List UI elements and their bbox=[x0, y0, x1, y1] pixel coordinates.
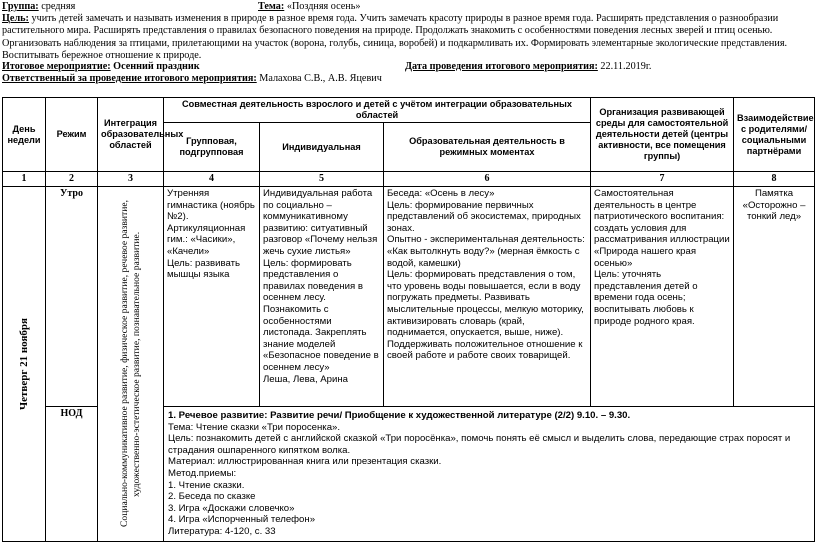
nod-material: Материал: иллюстрированная книга или презентация сказки. bbox=[168, 456, 442, 468]
plan-table bbox=[2, 97, 815, 542]
nod-content bbox=[164, 407, 815, 542]
theme-label: Тема: bbox=[258, 1, 285, 12]
nod-methods-label: Метод.приемы: bbox=[168, 467, 237, 479]
morning-parents: Памятка «Осторожно – тонкий лед» bbox=[734, 187, 815, 407]
responsible-line bbox=[2, 73, 382, 85]
day-cell bbox=[3, 187, 46, 542]
group-line bbox=[2, 1, 75, 13]
group-label: Группа: bbox=[2, 1, 39, 12]
col-parents-header: Взаимодействие с родителями/ социальными партнёрами bbox=[734, 98, 815, 172]
date-label: Дата проведения итогового мероприятия: bbox=[405, 61, 598, 72]
col-number: 3 bbox=[98, 172, 164, 187]
col-individual-header: Индивидуальная bbox=[260, 123, 384, 172]
col-integration-header: Интеграция образовательных областей bbox=[98, 98, 164, 172]
goal-paragraph bbox=[2, 13, 814, 62]
final-event-label: Итоговое мероприятие: bbox=[2, 61, 111, 72]
col-environment-header: Организация развивающей среды для самостоятельной деятельности детей (центры активности, все помещения группы) bbox=[591, 98, 734, 172]
integration-cell bbox=[98, 187, 164, 542]
date-value: 22.11.2019г. bbox=[600, 61, 652, 72]
col-number: 4 bbox=[164, 172, 260, 187]
nod-topic: Тема: Чтение сказки «Три поросенка». bbox=[168, 421, 341, 433]
col-number: 1 bbox=[3, 172, 46, 187]
final-event-line bbox=[2, 61, 200, 73]
morning-group: Утренняя гимнастика (ноябрь №2). Артикуляционная гим.: «Часики», «Качели» Цель: развивать мышцы языка bbox=[164, 187, 260, 407]
nod-goal: Цель: познакомить детей с английской сказкой «Три поросёнка», помочь понять её смысл и выделить слова, передающие страх поросят и страдания ошпаренного кипятком волка. bbox=[168, 433, 791, 456]
col-group-header: Групповая, подгрупповая bbox=[164, 123, 260, 172]
responsible-value: Малахова С.В., А.В. Яцевич bbox=[259, 73, 382, 84]
morning-mode: Утро bbox=[46, 187, 98, 407]
date-line bbox=[405, 61, 651, 73]
nod-method-item: 1. Чтение сказки. bbox=[168, 479, 245, 491]
nod-literature: Литература: 4-120, с. 33 bbox=[168, 525, 276, 537]
column-numbers-row bbox=[3, 172, 815, 187]
goal-text: учить детей замечать и называть изменения в природе в разное время года. Учить замечать красоту природы в разное время года. Расширять представления о разнообразии растительного мира. Расширять представления о правилах безопасного поведения на природе. Продолжать знакомить с особенностями поведения лесных зверей и птиц осенью. Организовать наблюдения за птицами, прилетающими на участок (ворона, голубь, синица, воробей) и подкармливать их. Формировать элементарные экологические представления. Воспитывать бережное отношение к природе. bbox=[2, 13, 788, 61]
col-number: 8 bbox=[734, 172, 815, 187]
col-mode-header: Режим bbox=[46, 98, 98, 172]
col-day-header: День недели bbox=[3, 98, 46, 172]
col-joint-header: Совместная деятельность взрослого и детей с учётом интеграции образовательных областей bbox=[164, 98, 591, 123]
final-event-value: Осенний праздник bbox=[113, 61, 200, 72]
morning-row bbox=[3, 187, 815, 407]
col-number: 7 bbox=[591, 172, 734, 187]
col-number: 5 bbox=[260, 172, 384, 187]
day-label: Четверг 21 ноября bbox=[18, 317, 30, 410]
responsible-label: Ответственный за проведение итогового мероприятия: bbox=[2, 73, 257, 84]
col-number: 6 bbox=[384, 172, 591, 187]
theme-line bbox=[258, 1, 361, 13]
col-number: 2 bbox=[46, 172, 98, 187]
goal-label: Цель: bbox=[2, 13, 29, 24]
nod-mode: НОД bbox=[46, 407, 98, 542]
morning-environment: Самостоятельная деятельность в центре патриотического воспитания: создать условия для рассматривания иллюстрации «Природа нашего края осенью» Цель: уточнять представления детей о времени года осень; воспитывать любовь к природе родного края. bbox=[591, 187, 734, 407]
nod-method-item: 2. Беседа по сказке bbox=[168, 491, 256, 503]
nod-title: 1. Речевое развитие: Развитие речи/ Приобщение к художественной литературе (2/2) 9.10. – 9.30. bbox=[168, 410, 631, 421]
integration-areas: Социально-коммуникативное развитие, физическое развитие, речевое развитие, художественно-эстетическое развитие, познавательное развитие. bbox=[118, 200, 142, 528]
col-edu-moments-header: Образовательная деятельность в режимных моментах bbox=[384, 123, 591, 172]
nod-method-item: 4. Игра «Испорченный телефон» bbox=[168, 514, 316, 526]
group-value: средняя bbox=[41, 1, 76, 12]
morning-individual: Индивидуальная работа по социально – коммуникативному развитию: ситуативный разговор «Почему нельзя жечь сухие листья» Цель: формировать представления о правилах поведения в осеннем лесу. Познакомить с особенностями листопада. Закреплять знание моделей «Безопасное поведение в осеннем лесу» Леша, Лева, Арина bbox=[260, 187, 384, 407]
nod-method-item: 3. Игра «Доскажи словечко» bbox=[168, 502, 295, 514]
morning-edu-moments: Беседа: «Осень в лесу» Цель: формирование первичных представлений об экосистемах, природных зонах. Опытно - экспериментальная деятельность: «Как вытолкнуть воду?» (мерная ёмкость с водой, камешки) Цель: формировать представления о том, что уровень воды повышается, если в воду погружать предметы. Развивать мыслительные процессы, мелкую моторику, активизировать словарь (край, поднимается, опускается, выше, ниже). Поддерживать положительное отношение к своей работе и работе своих товарищей. bbox=[384, 187, 591, 407]
theme-value: «Поздняя осень» bbox=[286, 1, 361, 12]
